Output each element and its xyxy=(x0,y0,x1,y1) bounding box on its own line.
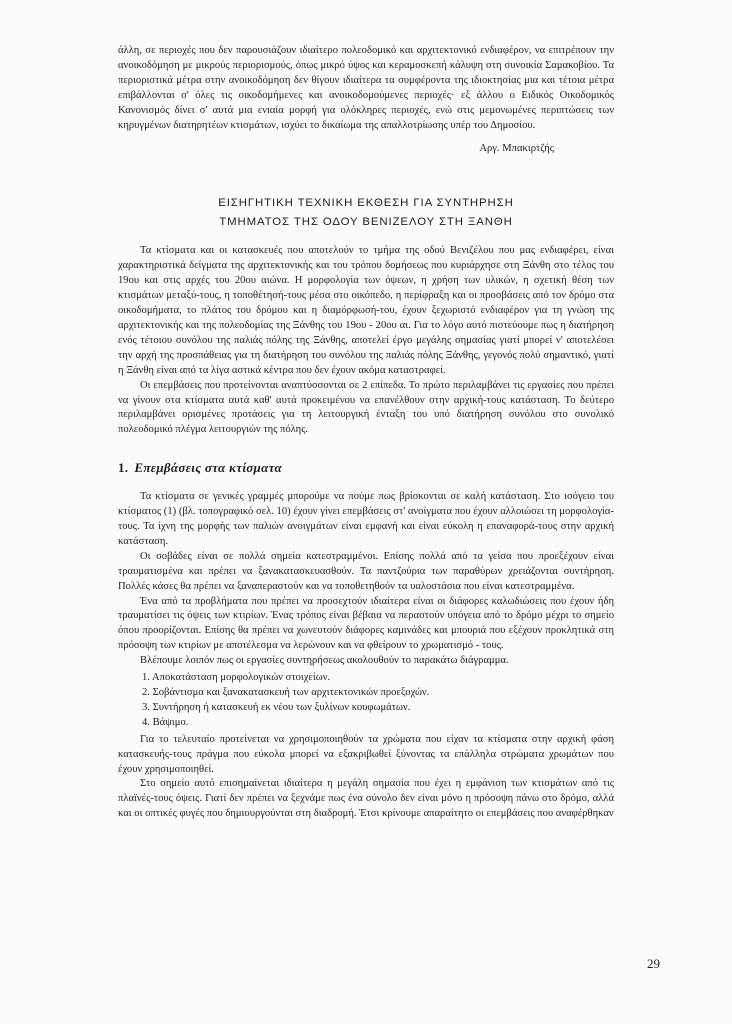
report-title-line-1: ΕΙΣΗΓΗΤΙΚΗ ΤΕΧΝΙΚΗ ΕΚΘΕΣΗ ΓΙΑ ΣΥΝΤΗΡΗΣΗ xyxy=(218,197,514,210)
report-title-line-2: ΤΜΗΜΑΤΟΣ ΤΗΣ ΟΔΟΥ ΒΕΝΙΖΕΛΟΥ ΣΤΗ ΞΑΝΘΗ xyxy=(219,216,513,229)
page-body xyxy=(118,44,614,822)
intro-paragraph: άλλη, σε περιοχές που δεν παρουσιάζουν ιδιαίτερο πολεοδομικό και αρχιτεκτονικό ενδιαφέρον, να επιτρέπουν την ανοικοδόμηση με μικρούς περιορισμούς, όπως μικρό ύψος και κεραμοσκεπή κάλυψη στη συνοικία Σαμακοβίου. Τα περιοριστικά μέτρα στην ανοικοδόμηση δεν θίγουν ιδιαίτερα τα συμφέροντα της ιδιοκτησίας μια και τέτοια μέτρα επιβάλλονται σ' όλες τις οικοδομήμενες και ανοικοδομούμενες περιοχές· εξ άλλου ο Ειδικός Οικοδομικός Κανονισμός δίνει σ' αυτά μια ενιαία μορφή για ολόκληρες περιοχές, ενώ στις μεμονωμένες περιπτώσεις των κηρυγμένων διατηρητέων κτισμάτων, ισχύει το δικαίωμα της απαλλοτρίωσης υπέρ του Δημοσίου. xyxy=(118,45,614,131)
section-paragraph: Βλέπουμε λοιπόν πως οι εργασίες συντηρήσεως ακολουθούν το παρακάτω διάγραμμα. xyxy=(140,655,509,667)
section-paragraph: Ένα από τα προβλήματα που πρέπει να προσεχτούν ιδιαίτερα είναι οι διάφορες καλωδιώσεις που έχουν ήδη τραυματίσει τις όψεις των κτιρίων. Ένας τρόπος είναι βέβαια να περαστούν υπόγεια από το δρόμο μέχρι το σημείο όπου προορίζονται. Επίσης θα πρέπει να χωνευτούν διάφορες καμινάδες και μπουριά που εξέχουν προκλητικά στη πρόσοψη των κτιρίων με αποτέλεσμα να λερώνουν και να φθείρουν το χρωματισμό - τους. xyxy=(118,595,614,652)
list-item: 1. Αποκατάσταση μορφολογικών στοιχείων. xyxy=(142,672,331,684)
section-paragraph: Στο σημείο αυτό επισημαίνεται ιδιαίτερα η μεγάλη σημασία που έχει η εμφάνιση των κτισμάτων από τις πλαϊνές-τους όψεις. Γιατί δεν πρέπει να ξεχνάμε πως ένα σύνολο δεν είναι μόνο η πρόσοψη πάνω στο δρόμο, αλλά και οι οπτικές φυγές που δημιουργούνται στη διαδρομή. Έτσι κρίνουμε απαραίτητο οι επεμβάσεις που αναφέρθηκαν xyxy=(118,778,614,820)
report-paragraph: Τα κτίσματα και οι κατασκευές που αποτελούν το τμήμα της οδού Βενιζέλου που μας ενδιαφέρει, είναι χαρακτηριστικά δείγματα της αρχιτεκτονικής και του τρόπου δομήσεως που κυριάρχησε στη Ξάνθη στο τέλος του 19ου και στις αρχές του 20ου αιώνα. Η μορφολογία των όψεων, η χρήση των υλικών, η σχετική θέση των κτισμάτων μεταξύ-τους, η τοποθέτησή-τους μέσα στο οικόπεδο, η περίφραξη και οι προσβάσεις από τον δρόμο στα οικοδομήματα, το πλάτος του δρόμου και η διαμόρφωσή-του, έχουν ξεχωριστό ενδιαφέρον για τη γνώση της αρχιτεκτονικής και της πολεοδομίας της Ξάνθης του 19ου - 20ου αι. Για το λόγο αυτό πιστεύουμε πως η διατήρηση ενός τέτοιου συνόλου της παλιάς πόλης της Ξάνθης, αποτελεί έργο μεγάλης σημασίας γιατί μπορεί ν' αποτελέσει την αρχή της προσπάθειας για τη διατήρηση του συνόλου της παλιάς πόλης Ξάνθης, γεγονός πολύ σημαντικό, γιατί η Ξάνθη είναι από τα λίγα αστικά κέντρα που δεν έχουν ακόμα καταστραφεί. xyxy=(118,245,614,376)
section-paragraph: Οι σοβάδες είναι σε πολλά σημεία κατεστραμμένοι. Επίσης πολλά από τα γείσα που προεξέχουν είναι τραυματισμένα και πρέπει να ξανακατασκευασθούν. Τα παντζούρια των παραθύρων χρειάζονται συντήρηση. Πολλές κάσες θα πρέπει να ξαναπεραστούν και να τοποθετηθούν τα υαλοστάσια που είναι κατεστραμμένα. xyxy=(118,550,614,592)
section-title: Επεμβάσεις στα κτίσματα xyxy=(134,460,282,476)
author-signature: Αργ. Μπακιρτζής xyxy=(479,143,554,155)
section-paragraph: Τα κτίσματα σε γενικές γραμμές μπορούμε να πούμε πως βρίσκονται σε καλή κατάσταση. Στο ισόγειο του κτίσματος (1) (βλ. τοπογραφικό σελ. 10) έχουν γίνει επεμβάσεις στ' ανοίγματα που έχουν αλλοιώσει τη μορφολογία-τους. Τα ίχνη της μορφής των παλιών ανοιγμάτων είναι εμφανή και είναι εύκολη η επαναφορά-τους στην αρχική κατάσταση. xyxy=(118,491,614,547)
maintenance-steps-list xyxy=(142,671,614,731)
report-paragraph: Οι επεμβάσεις που προτείνονται αναπτύσσονται σε 2 επίπεδα. Το πρώτο περιλαμβάνει τις εργασίες που πρέπει να γίνουν στα κτίσματα αυτά καθ' αυτά προκειμένου να επανέλθουν στην αρχική-τους κατάσταση. Το δεύτερο περιλαμβάνει ορισμένες προτάσεις για τη λειτουργική ένταξη του υπό διατήρηση συνόλου στο συνολικό πολεοδομικό πλέγμα λειτουργιών της πόλης. xyxy=(118,379,614,436)
section-paragraph: Για το τελευταίο προτείνεται να χρησιμοποιηθούν τα χρώματα που είχαν τα κτίσματα στην αρχική φάση κατασκευής-τους πράγμα που εύκολα μπορεί να εξακριβωθεί ξύνοντας τα επάλληλα στρώματα χρωμάτων που έχουν χρησιμοποιηθεί. xyxy=(118,733,614,775)
section-number: 1. xyxy=(118,460,129,476)
list-item: 2. Σοβάντισμα και ξανακατασκευή των αρχιτεκτονικών προεξοχών. xyxy=(142,687,430,698)
report-title xyxy=(118,194,614,232)
list-item: 3. Συντήρηση ή κατασκευή εκ νέου των ξυλίνων κουφωμάτων. xyxy=(142,701,411,713)
page-number: 29 xyxy=(647,956,660,971)
section-heading xyxy=(118,460,614,476)
list-item: 4. Βάψιμο. xyxy=(142,716,189,728)
